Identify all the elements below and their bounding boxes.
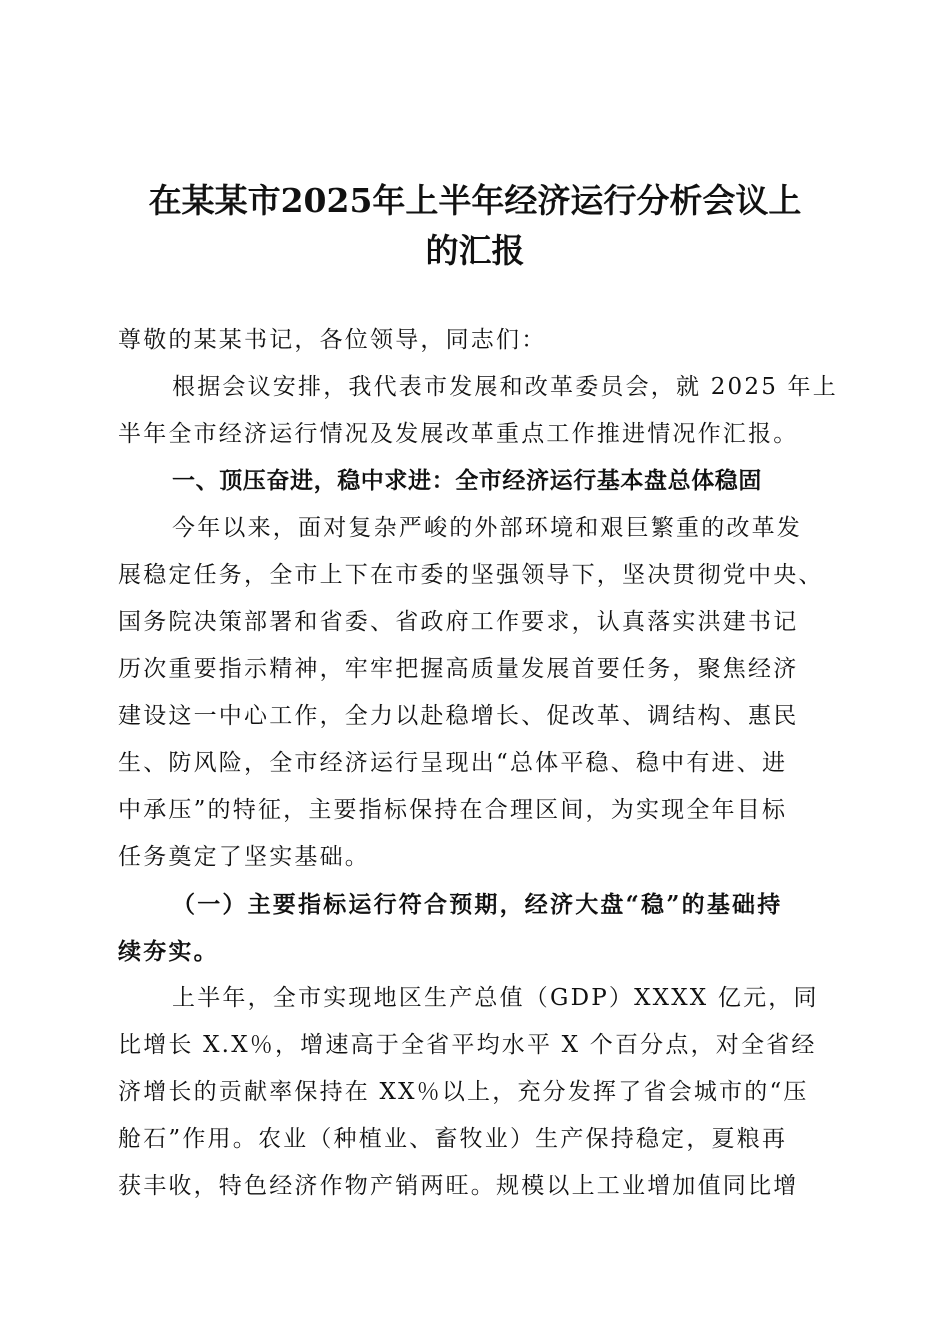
section1-para-line: 生、防风险，全市经济运行呈现出“总体平稳、稳中有进、进 [118,750,788,776]
document-title [100,176,850,276]
section1-heading: 一、顶压奋进，稳中求进：全市经济运行基本盘总体稳固 [172,468,762,494]
title-line-1: 在某某市2025年上半年经济运行分析会议上 [148,181,802,220]
section1-para-line: 中承压”的特征，主要指标保持在合理区间，为实现全年目标 [118,797,788,823]
subsection1-heading-line-1: （一）主要指标运行符合预期，经济大盘“稳”的基础持 [172,891,783,918]
subsection1-para-line: 舱石”作用。农业（种植业、畜牧业）生产保持稳定，夏粮再 [118,1126,788,1152]
section1-para-line: 国务院决策部署和省委、省政府工作要求，认真落实洪建书记 [118,609,799,635]
salutation: 尊敬的某某书记，各位领导，同志们： [118,327,547,353]
section1-para-line: 今年以来，面对复杂严峻的外部环境和艰巨繁重的改革发 [172,515,802,541]
section1-para-line: 建设这一中心工作，全力以赴稳增长、促改革、调结构、惠民 [118,703,799,729]
subsection1-para-line: 上半年，全市实现地区生产总值（GDP）XXXX 亿元，同 [172,985,819,1011]
subsection1-heading-line-2: 续夯实。 [118,938,219,965]
intro-line-2: 半年全市经济运行情况及发展改革重点工作推进情况作汇报。 [118,421,799,447]
intro-line-1: 根据会议安排，我代表市发展和改革委员会，就 2025 年上 [172,374,838,400]
document-body [118,317,838,1210]
section1-para-line: 历次重要指示精神，牢牢把握高质量发展首要任务，聚焦经济 [118,656,799,682]
subsection1-para-line: 获丰收，特色经济作物产销两旺。规模以上工业增加值同比增 [118,1173,799,1199]
subsection1-para-line: 济增长的贡献率保持在 XX％以上，充分发挥了省会城市的“压 [118,1079,809,1105]
section1-para-line: 任务奠定了坚实基础。 [118,844,370,870]
section1-para-line: 展稳定任务，全市上下在市委的坚强领导下，坚决贯彻党中央、 [118,562,824,588]
title-line-2: 的汇报 [425,231,525,270]
subsection1-para-line: 比增长 X.X％，增速高于全省平均水平 X 个百分点，对全省经 [118,1032,817,1058]
